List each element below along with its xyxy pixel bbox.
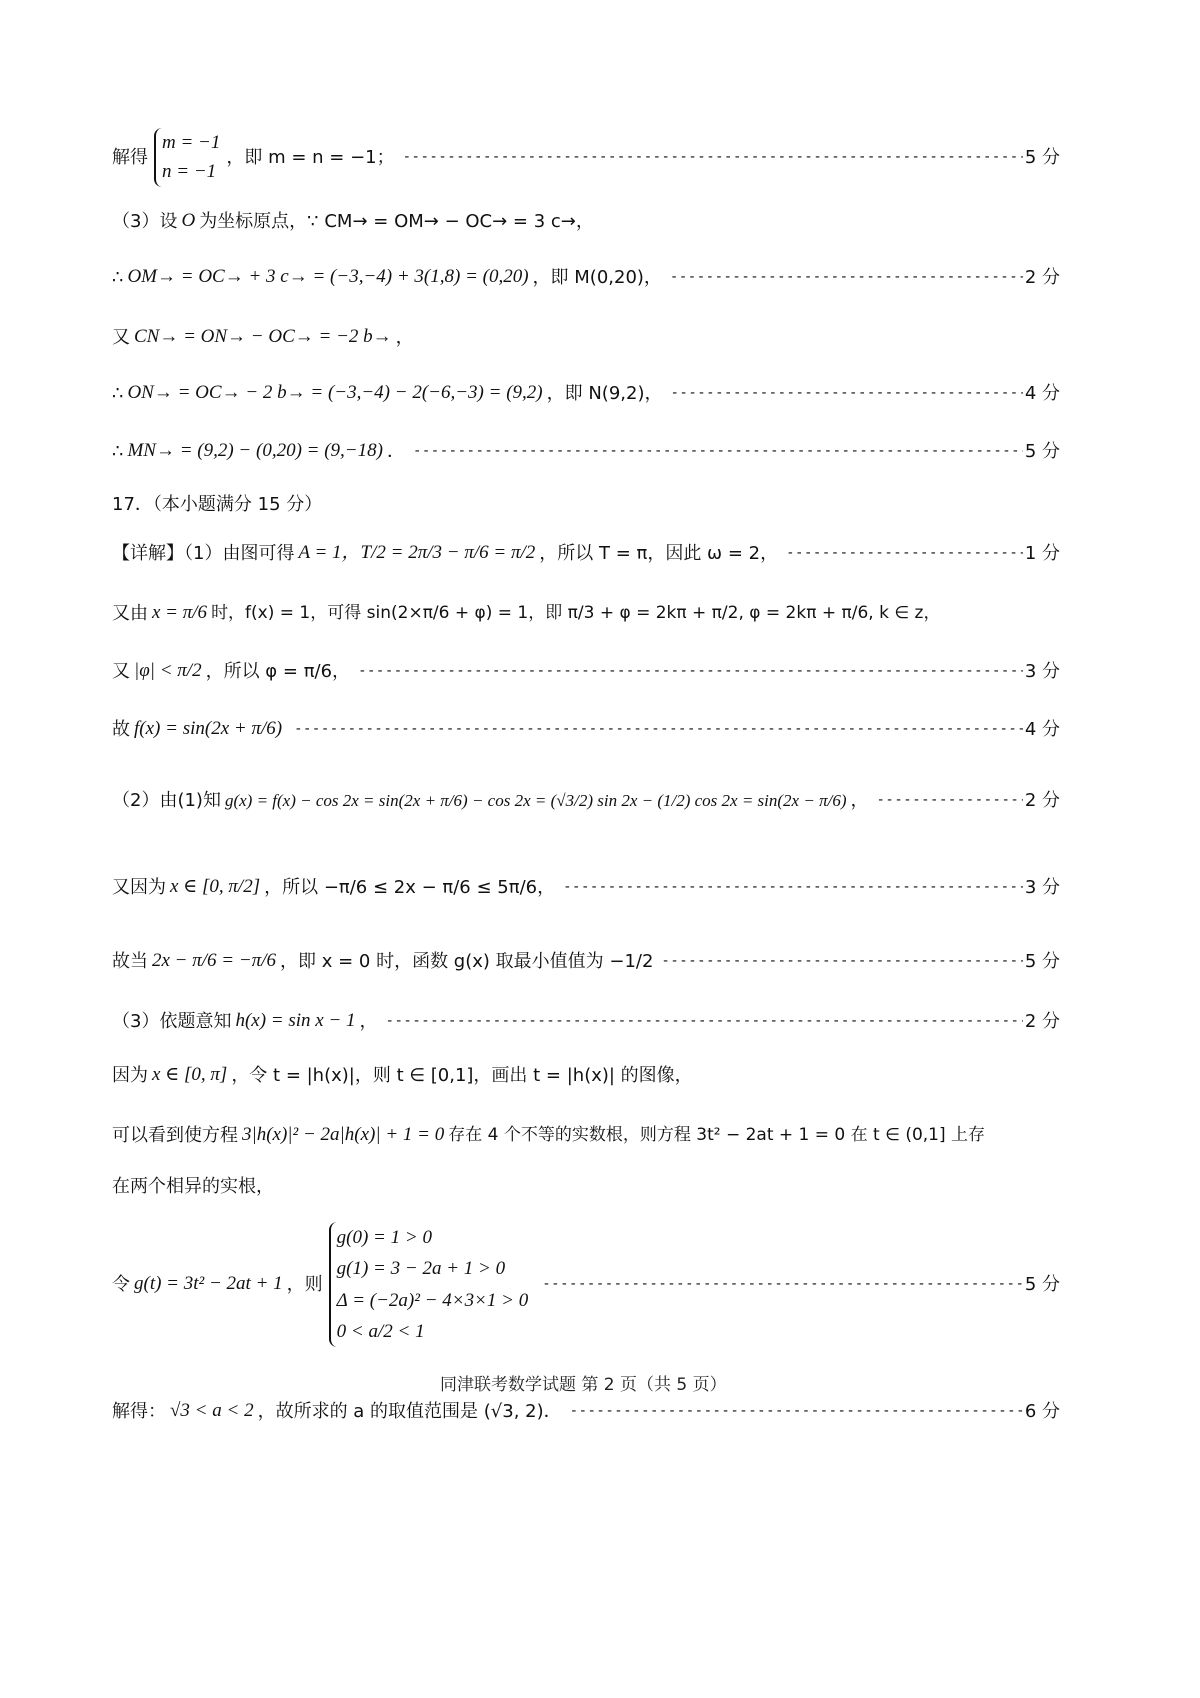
solution-line [112,440,1060,463]
math-expression: f(x) = sin(2x + π/6) [134,718,283,739]
score-label: 5 分 [1024,1273,1060,1295]
math-expression: 2x − π/6 = −π/6 [152,950,276,971]
line-text-post: ， [395,326,414,348]
score-leader [786,545,1023,562]
line-text-post: ，即 m = n = −1； [226,146,395,168]
line-text-post: ， [850,790,869,811]
solution-line [112,382,1060,405]
line-text-pre: （2）由(1)知 [112,790,221,811]
score-leader [413,443,1023,460]
score-label: 2 分 [1024,266,1060,288]
score-leader [403,149,1023,166]
line-text-pre: ∴ [112,382,124,404]
score-leader [670,385,1022,402]
score-label: 6 分 [1024,1400,1060,1422]
line-text-pre: 在两个相异的实根， [112,1176,274,1197]
solution-line [112,790,1060,812]
score-leader [563,879,1023,896]
line-text-pre: ∴ [112,440,124,462]
equation-system [329,1222,529,1347]
math-expression: x ∈ [0, π] [152,1064,228,1085]
system-row: m = −1 [162,132,221,153]
math-expression: CN→ = ON→ − OC→ = −2 b→ [134,326,392,347]
solution-line [112,1176,1090,1198]
line-text-pre: 故当 [112,950,148,972]
question-heading [112,494,1090,516]
math-expression: x ∈ [0, π/2] [170,876,261,897]
line-text-pre: 可以看到使方程 [112,1124,238,1146]
line-text-pre: （3）依题意知 [112,1010,232,1032]
line-text-post: ，令 t = |h(x)|，则 t ∈ [0,1]，画出 t = |h(x)| 的图像， [231,1064,693,1086]
line-text-pre: 解得： [112,1400,166,1422]
line-text-pre: （3）设 [112,210,178,232]
solution-line [112,876,1060,899]
solution-line [112,1010,1060,1033]
score-label: 4 分 [1024,382,1060,404]
solution-line [112,950,1060,973]
score-leader [294,721,1023,738]
line-text-post: ，所以 φ = π/6， [205,660,351,682]
math-expression: A = 1，T/2 = 2π/3 − π/6 = π/2 [298,542,536,563]
system-row: Δ = (−2a)² − 4×3×1 > 0 [336,1289,529,1311]
solution-line [112,602,1090,625]
solution-line [112,660,1060,683]
line-text-pre: ∴ [112,266,124,288]
solution-line [112,718,1060,741]
score-leader [570,1403,1023,1420]
score-label: 5 分 [1024,440,1060,462]
line-text-pre: 又因为 [112,876,166,898]
solution-line [112,266,1060,289]
score-label: 4 分 [1024,718,1060,740]
score-label: 5 分 [1024,950,1060,972]
score-leader [542,1276,1023,1293]
line-text-pre: 故 [112,718,130,740]
line-text-pre: 又 [112,660,130,682]
score-label: 5 分 [1024,146,1060,168]
math-expression: O [181,210,196,231]
line-text-post: 为坐标原点，∵ CM→ = OM→ − OC→ = 3 c→， [199,210,594,232]
score-label: 3 分 [1024,876,1060,898]
score-leader [386,1013,1023,1030]
line-text-post: ， [359,1010,378,1032]
line-text-post: ，故所求的 a 的取值范围是 (√3, 2)． [257,1400,562,1422]
math-expression: |φ| < π/2 [134,660,202,681]
math-expression: h(x) = sin x − 1 [235,1010,356,1031]
score-leader [661,953,1022,970]
line-text-pre: 又 [112,326,130,348]
solution-line [112,210,1090,233]
math-expression: g(t) = 3t² − 2at + 1 [134,1273,283,1295]
score-leader [876,792,1022,809]
line-text-pre: 解得 [112,146,148,168]
math-expression: OM→ = OC→ + 3 c→ = (−3,−4) + 3(1,8) = (0,20) [127,266,529,287]
math-expression: √3 < a < 2 [170,1400,254,1421]
solution-line [112,1222,1060,1347]
score-leader [358,663,1023,680]
line-text-post: ，所以 −π/6 ≤ 2x − π/6 ≤ 5π/6， [264,876,556,898]
system-row: g(0) = 1 > 0 [336,1227,432,1248]
system-row: 0 < a/2 < 1 [336,1321,425,1343]
system-row: g(1) = 3 − 2a + 1 > 0 [336,1258,506,1280]
solution-line [112,542,1060,565]
line-text-pre: 【详解】（1）由图可得 [112,542,295,564]
equation-system [154,128,220,187]
line-text-post: 时，f(x) = 1，可得 sin(2×π/6 + φ) = 1，即 π/3 + φ = 2kπ + π/2, φ = 2kπ + π/6, k ∈ z， [211,603,941,624]
score-label: 2 分 [1024,790,1060,811]
math-expression: 3|h(x)|² − 2a|h(x)| + 1 = 0 [242,1124,445,1145]
solution-line [112,1064,1090,1087]
page-footer: 同津联考数学试题 第 2 页（共 5 页） [440,1375,727,1395]
solution-line [112,128,1060,187]
score-label: 2 分 [1024,1010,1060,1032]
question-title: 17．（本小题满分 15 分） [112,494,323,515]
line-text-post: ，即 x = 0 时，函数 g(x) 取最小值值为 −1/2 [280,950,654,972]
math-expression: MN→ = (9,2) − (0,20) = (9,−18) [127,440,383,461]
score-label: 3 分 [1024,660,1060,682]
system-row: n = −1 [162,161,217,183]
math-expression: ON→ = OC→ − 2 b→ = (−3,−4) − 2(−6,−3) = (9,2) [127,382,543,403]
line-text-pre: 令 [112,1273,130,1295]
math-expression: x = π/6 [152,602,208,623]
line-text-post: ，所以 T = π，因此 ω = 2， [539,542,779,564]
solution-line [112,326,1090,349]
line-text-pre: 因为 [112,1064,148,1086]
math-expression: g(x) = f(x) − cos 2x = sin(2x + π/6) − cos 2x = (√3/2) sin 2x − (1/2) cos 2x = sin(2x − π/6) [224,790,847,810]
line-text-post: ，即 M(0,20)， [532,266,662,288]
solution-line [112,1400,1060,1423]
line-text-post: 存在 4 个不等的实数根，则方程 3t² − 2at + 1 = 0 在 t ∈ (0,1] 上存 [448,1125,986,1146]
score-leader [670,269,1023,286]
line-text-post: ，则 [286,1273,323,1295]
solution-line [112,1124,1140,1147]
line-text-post: ． [386,440,405,462]
line-text-pre: 又由 [112,602,148,624]
score-label: 1 分 [1024,542,1060,564]
line-text-post: ，即 N(9,2)， [546,382,663,404]
